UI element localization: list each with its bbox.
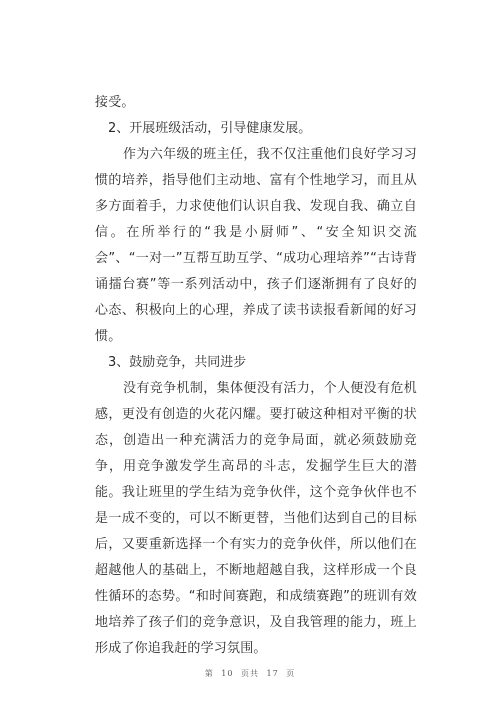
page-footer (0, 668, 500, 679)
paragraph-competition: 没有竞争机制，集体便没有活力，个人便没有危机感，更没有创造的火花闪耀。要打破这种相对平衡的状态，创造出一种充满活力的竞争局面，就必须鼓励竞争，用竞争激发学生高昂的斗志，发掘学生巨大的潜能。我让班里的学生结为竞争伙伴，这个竞争伙伴也不是一成不变的，可以不断更替，当他们达到自己的目标后，又要重新选择一个有实力的竞争伙伴，所以他们在超越他人的基础上，不断地超越自我，这样形成一个良性循环的态势。“和时间赛跑，和成绩赛跑”的班训有效地培养了孩子们的竞争意识，及自我管理的能力，班上形成了你追我赶的学习氛围。 (95, 381, 417, 656)
footer-prefix: 第 (204, 669, 214, 678)
section-heading-2: 2、开展班级活动，引导健康发展。 (108, 121, 312, 136)
footer-current-page: 10 (221, 669, 234, 678)
section-heading-3: 3、鼓励竞争，共同进步 (108, 355, 247, 370)
footer-total-pages: 17 (266, 669, 279, 678)
footer-middle: 页共 (241, 669, 259, 678)
paragraph-continuation: 接受。 (95, 95, 135, 110)
document-body (95, 90, 417, 662)
paragraph-activities: 作为六年级的班主任，我不仅注重他们良好学习习惯的培养，指导他们主动地、富有个性地学习，而且从多方面着手，力求使他们认识自我、发现自我、确立自信。在所举行的“我是小厨师”、“安全知识交流会”、“一对一”互帮互助互学、“成功心理培养”“古诗背诵擂台赛”等一系列活动中，孩子们逐渐拥有了良好的心态、积极向上的心理，养成了读书读报看新闻的好习惯。 (95, 147, 417, 344)
footer-suffix: 页 (286, 669, 296, 678)
